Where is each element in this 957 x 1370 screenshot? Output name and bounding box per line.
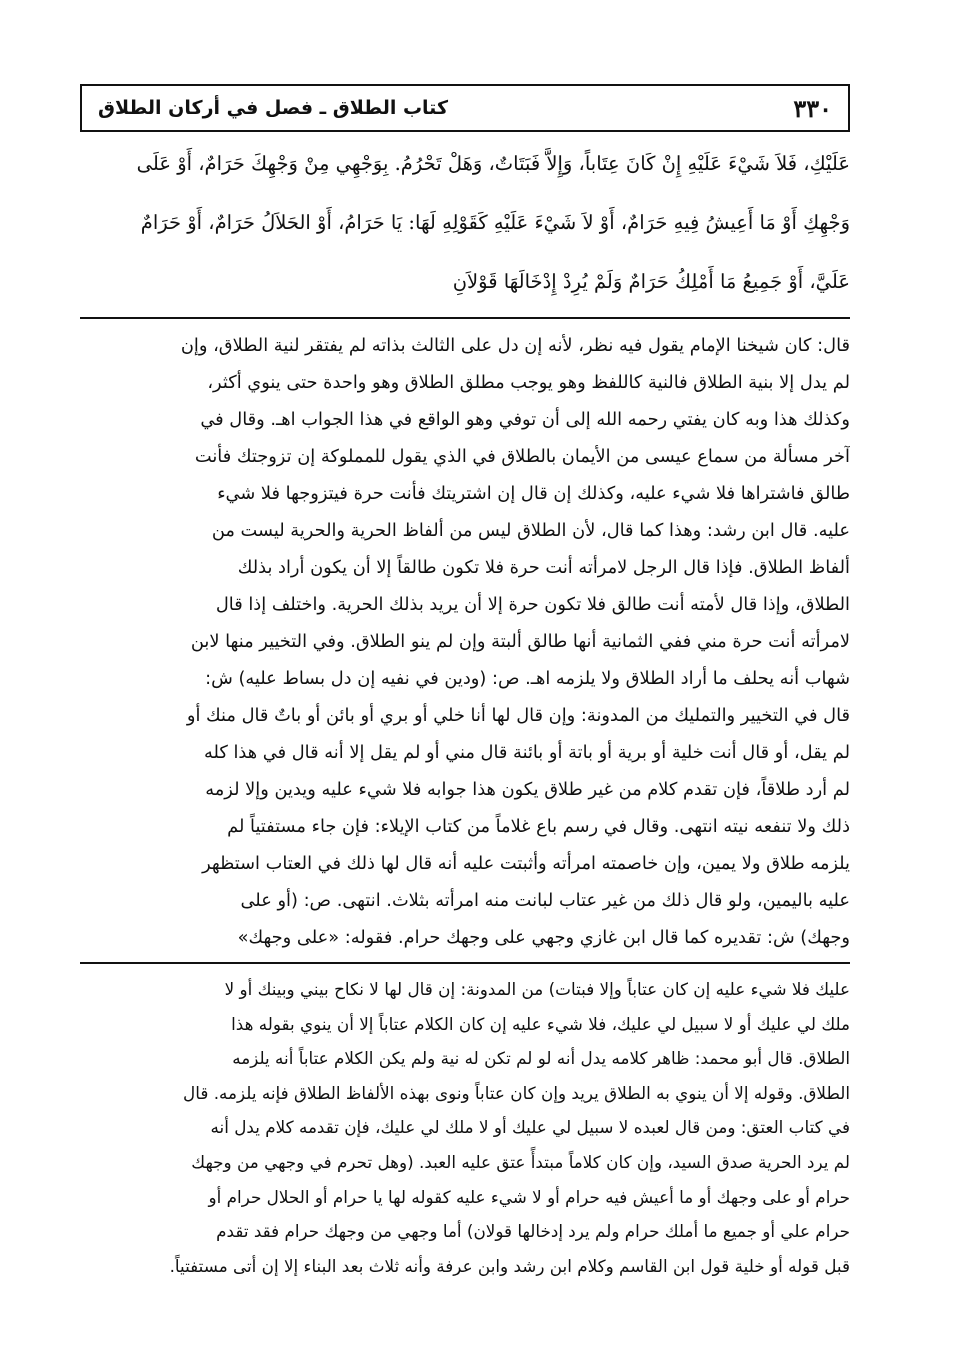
commentary-line: شهاب أنه يحلف ما أراد الطلاق ولا يلزمه اهـ. ص: (ودين في نفيه إن دل بساط عليه) ش: <box>205 668 850 689</box>
footnote-line: الطلاق. وقوله إلا أن ينوي به الطلاق يريد وإن كان عتاباً ونوى بهذه الألفاظ الطلاق فإنه يلزمه. قال <box>183 1082 850 1103</box>
page-header <box>80 84 850 132</box>
section-divider <box>80 317 850 319</box>
page-number: ٣٣٠ <box>793 93 832 123</box>
footnote-line: قبل قوله أو خلية قول ابن القاسم وكلام ابن رشد وابن عرفة وأنه ثلاث بعد البناء إلا إن أتى مستفتياً. <box>169 1255 850 1276</box>
commentary-line: وكذلك هذا وبه كان يفتي رحمه الله إلى أن توفي وهو الواقع في هذا الجواب اهـ. وقال في <box>200 409 850 430</box>
running-title: كتاب الطلاق ـ فصل في أركان الطلاق <box>98 97 448 119</box>
matn-line: عَلَيْكِ، فَلاَ شَيْءَ عَلَيْهِ إِنْ كَانَ عِتَاباً، وَإِلاَّ فَبَتَاتٌ، وَهَلْ تَحْرُمُ. بِوَجْهِي مِنْ وَجْهِكَ حَرَامٌ، أَوْ عَلَى <box>136 152 850 175</box>
footnote-line: عليك فلا شيء عليه إن كان عتاباً وإلا فبتات) من المدونة: إن قال لها لا نكاح بيني وبينك أو لا <box>224 979 850 999</box>
footnote-line: لم يرد الحرية صدق السيد، وإن كان كلاماً مبتدأً عتق عليه العبد. (وهل تحرم في وجهي من وجهك <box>191 1151 850 1172</box>
commentary-line: يلزمه طلاق ولا يمين، وإن خاصمته امرأته وأثبتت عليه أنه قال لها ذلك في العتاب استظهر <box>202 853 850 874</box>
book-page <box>80 84 850 1283</box>
commentary-line: لم يدل إلا بنية الطلاق فالنية كاللفظ وهو يوجب مطلق الطلاق وهو واحدة حتى ينوي أكثر، <box>207 372 850 393</box>
commentary-line: وجهك) ش: تقديره كما قال ابن غازي وجهي على وجهك حرام. فقوله: «على وجهك» <box>237 927 850 948</box>
commentary-line: ذلك ولا تنفعه نيته انتهى. وقال في رسم باع غلاماً من كتاب الإيلاء: فإن جاء مستفتياً لم <box>227 816 850 837</box>
commentary-line: عليه. قال ابن رشد: وهذا كما قال، لأن الطلاق ليس من ألفاظ الحرية والحرية ليست من <box>211 520 850 541</box>
commentary-line: طالق فاشتراها فلا شيء عليه، وكذلك إن قال إن اشتريتك فأنت حرة فيتزوجها فلا شيء <box>217 483 850 504</box>
commentary-line: عليه باليمين، ولو قال ذلك من غير عتاب لبانت منه امرأته بثلاث. انتهى. ص: (أو على <box>240 890 850 911</box>
matn-line: وَجْهِكِ أَوْ مَا أَعِيشُ فِيهِ حَرَامٌ، أَوْ لاَ شَيْءَ عَلَيْهِ كَقَوْلِهِ لَهَا: يَا حَرَامُ، أَوْ الحَلاَلُ حَرَامٌ، أَوْ حَرَامٌ <box>140 211 850 234</box>
commentary-line: لامرأته أنت حرة مني ففي الثمانية أنها طالق ألبتة وإن لم ينو الطلاق. وفي التخيير منها لابن <box>190 631 850 652</box>
footnote-line: ملك لي عليك أو لا سبيل لي عليك، فلا شيء عليه إن كان الكلام عتاباً إلا أن ينوي بقوله هذا <box>231 1013 850 1034</box>
footnote-line: في كتاب العتق: ومن قال لعبده لا سبيل لي عليك أو لا ملك لي عليك، فإن تقدمه كلام يدل أنه <box>210 1117 850 1138</box>
commentary-line: قال: كان شيخنا الإمام يقول فيه نظر، لأنه إن دل على الثالث بذاته لم يفتقر لنية الطلاق، وإن <box>180 335 850 356</box>
commentary-line: لم أرد طلاقاً، فإن تقدم كلام من غير طلاق يكون هذا جوابه فلا شيء عليه ويدين وإلا لزمه <box>205 779 850 800</box>
matn-line: عَلَيَّ، أَوْ جَمِيعُ مَا أَمْلِكُ حَرَامٌ وَلَمْ يُرِدْ إِدْخَالَهَا قَوْلاَنِ <box>452 270 850 293</box>
commentary-line: ألفاظ الطلاق. فإذا قال الرجل لامرأته أنت حرة فلا تكون طالقاً إلا أن يكون أراد بذلك <box>237 557 850 578</box>
commentary-line: لم يقل، أو قال أنت خلية أو برية أو باتة أو بائنة قال مني أو لم يقل إلا أنه قال في هذا كله <box>203 742 850 763</box>
matn-text <box>80 134 850 311</box>
footnote-line: حرام أو على وجهك أو ما أعيش فيه حرام أو لا شيء عليه كقوله لها يا حرام أو الحلال حرام أو <box>208 1186 850 1207</box>
commentary-text <box>80 327 850 956</box>
footnote-line: حرام علي أو جميع ما أملك حرام ولم يرد إدخالها قولان) أما وجهي من وجهك حرام فقد تقدم <box>216 1221 850 1242</box>
commentary-line: الطلاق، وإذا قال لأمته أنت طالق فلا تكون حرة إلا أن يريد بذلك الحرية. واختلف إذا قال <box>215 594 850 615</box>
footnote-divider <box>80 962 850 964</box>
commentary-line: آخر مسألة من سماع عيسى من الأيمان بالطلاق في الذي يقول للمملوكة إن تزوجتك فأنت <box>194 446 850 467</box>
footnote-text <box>80 972 850 1283</box>
commentary-line: قال في التخيير والتمليك من المدونة: وإن قال لها أنا خلي أو بري أو بائن أو باتٌ قال منك أو <box>186 705 850 726</box>
footnote-line: الطلاق. قال أبو محمد: ظاهر كلامه يدل أنه لو لم تكن له نية ولم يكن الكلام عتاباً أنه يلزمه <box>232 1048 850 1069</box>
